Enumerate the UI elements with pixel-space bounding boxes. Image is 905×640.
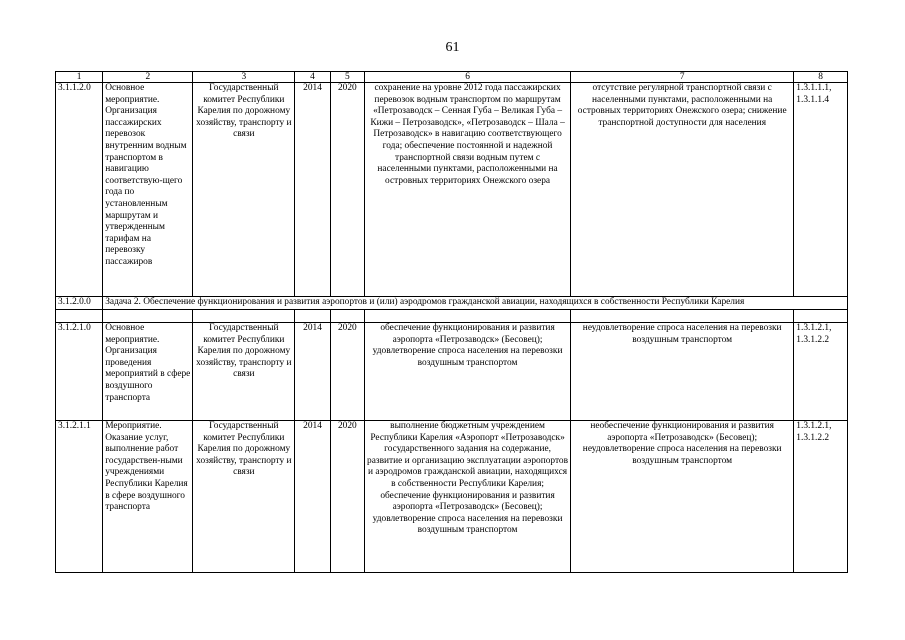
column-number: 4 bbox=[295, 72, 330, 83]
column-number-row bbox=[56, 72, 848, 83]
row-start-year: 2014 bbox=[295, 83, 330, 297]
row-executor: Государственный комитет Республики Карелия по дорожному хозяйству, транспорту и связи bbox=[193, 421, 295, 573]
row-end-year: 2020 bbox=[330, 323, 364, 421]
table-row bbox=[56, 421, 848, 573]
column-number: 7 bbox=[571, 72, 794, 83]
task-row bbox=[56, 297, 848, 310]
row-executor: Государственный комитет Республики Карелия по дорожному хозяйству, транспорту и связи bbox=[193, 83, 295, 297]
row-code: 3.1.1.2.0 bbox=[56, 83, 103, 297]
table-row bbox=[56, 323, 848, 421]
row-indicators: 1.3.1.1.1, 1.3.1.1.4 bbox=[794, 83, 848, 297]
row-start-year: 2014 bbox=[295, 323, 330, 421]
row-indicators: 1.3.1.2.1, 1.3.1.2.2 bbox=[794, 421, 848, 573]
spacer-row bbox=[56, 310, 848, 323]
row-code: 3.1.2.1.0 bbox=[56, 323, 103, 421]
row-name: Мероприятие. Оказание услуг, выполнение работ государствен-ными учреждениями Республики Карелия в сфере воздушного транспорта bbox=[103, 421, 193, 573]
row-result: обеспечение функционирования и развития аэропорта «Петрозаводск» (Бесовец); удовлетворение спроса населения на перевозки воздушным транспортом bbox=[365, 323, 571, 421]
row-end-year: 2020 bbox=[330, 83, 364, 297]
row-name: Основное мероприятие. Организация проведения мероприятий в сфере воздушного транспорта bbox=[103, 323, 193, 421]
row-executor: Государственный комитет Республики Карелия по дорожному хозяйству, транспорту и связи bbox=[193, 323, 295, 421]
row-start-year: 2014 bbox=[295, 421, 330, 573]
row-name: Основное мероприятие. Организация пассажирских перевозок внутренним водным транспортом в навигацию соответствую-щего года по установленным маршрутам и утвержденным тарифам на перевозку пассажиров bbox=[103, 83, 193, 297]
row-consequences: отсутствие регулярной транспортной связи с населенными пунктами, расположенными на островных территориях Онежского озера; снижение транспортной доступности для населения bbox=[571, 83, 794, 297]
task-code: 3.1.2.0.0 bbox=[56, 297, 103, 310]
program-table bbox=[55, 71, 848, 573]
column-number: 8 bbox=[794, 72, 848, 83]
row-result: сохранение на уровне 2012 года пассажирских перевозок водным транспортом по маршрутам «Петрозаводск – Сенная Губа – Великая Губа – Кижи – Петрозаводск», «Петрозаводск – Шала – Петрозаводск» в навигацию соответствующего года; обеспечение постоянной и надежной транспортной связи водным путем с населенными пунктами, расположенными на островных территориях Онежского озера bbox=[365, 83, 571, 297]
task-text: Задача 2. Обеспечение функционирования и развития аэропортов и (или) аэродромов гражданской авиации, находящихся в собственности Республики Карелия bbox=[103, 297, 848, 310]
column-number: 3 bbox=[193, 72, 295, 83]
row-consequences: необеспечение функционирования и развития аэропорта «Петрозаводск» (Бесовец); неудовлетворение спроса населения на перевозки воздушным транспортом bbox=[571, 421, 794, 573]
row-consequences: неудовлетворение спроса населения на перевозки воздушным транспортом bbox=[571, 323, 794, 421]
column-number: 1 bbox=[56, 72, 103, 83]
column-number: 2 bbox=[103, 72, 193, 83]
row-result: выполнение бюджетным учреждением Республики Карелия «Аэропорт «Петрозаводск» государственного задания на содержание, развитие и организацию эксплуатации аэропортов и аэродромов гражданской авиации, находящихся в собственности Республики Карелия; обеспечение функционирования и развития аэропорта «Петрозаводск» (Бесовец); удовлетворение спроса населения на перевозки воздушным транспортом bbox=[365, 421, 571, 573]
table-row bbox=[56, 83, 848, 297]
row-end-year: 2020 bbox=[330, 421, 364, 573]
page-number: 61 bbox=[445, 40, 460, 55]
row-code: 3.1.2.1.1 bbox=[56, 421, 103, 573]
column-number: 5 bbox=[330, 72, 364, 83]
column-number: 6 bbox=[365, 72, 571, 83]
row-indicators: 1.3.1.2.1, 1.3.1.2.2 bbox=[794, 323, 848, 421]
